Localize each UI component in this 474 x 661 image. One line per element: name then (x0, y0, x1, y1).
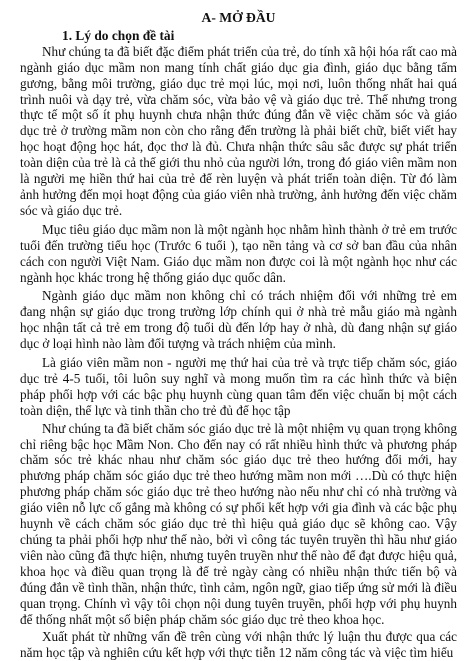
section-heading: 1. Lý do chọn đề tài (62, 27, 175, 43)
paragraph-5: Như chúng ta đã biết chăm sóc giáo dục trẻ là một nhiệm vụ quan trọng không chỉ riêng bậc học Mầm Non. Cho đến nay có rất nhiều hình thức và phương pháp chăm sóc trẻ khác nhau như chăm sóc giáo dục trẻ theo hướng đổi mới, hay phương pháp chăm sóc giáo dục trẻ theo hướng mầm non mới ….Dù có thực hiện phương pháp chăm sóc giáo dục trẻ theo hướng nào nếu như chỉ có nhà trường và giáo viên nỗ lực cố gắng mà không có sự phối kết hợp với gia đình và các bậc phụ huynh về cách chăm sóc giáo dục trẻ thì hiệu quả giáo dục sẽ không cao. Vậy chúng ta phải phối hợp như thế nào, bởi vì công tác tuyên truyền thì hầu như giáo viên nào cũng đã thực hiện, nhưng tuyên truyền như thế nào để đạt được hiệu quả, khoa học và điều quan trọng là để trẻ ngày càng có nhiều nhận thức tiến bộ và đúng đắn về tình thần, nhận thức, tình cảm, ngôn ngữ, giao tiếp ứng sử mới là điều quan trọng. Chính vì vậy tôi chọn nội dung tuyên truyền, phối hợp với phụ huynh để thống nhất một số biện pháp chăm sóc giáo dục trẻ theo khoa học. (20, 420, 457, 627)
page-title: A- MỞ ĐẦU (201, 10, 276, 25)
paragraph-2: Mục tiêu giáo dục mầm non là một ngành học nhằm hình thành ở trẻ em trước tuổi đến trường tiểu học (Trước 6 tuổi ), tạo nền tảng và cơ sở ban đầu của nhân cách con người Việt Nam. Giáo dục mầm non được coi là một ngành học như các ngành học khác trong hệ thống giáo dục quốc dân. (20, 221, 457, 285)
paragraph-4: Là giáo viên mầm non - người mẹ thứ hai của trẻ và trực tiếp chăm sóc, giáo dục trẻ 4-5 tuổi, tôi luôn suy nghĩ và mong muốn tìm ra các hình thức và biện pháp phối hợp với các bậc phụ huynh cùng quan tâm đến việc chuẩn bị một cách toàn diện, thể lực và tinh thần cho trẻ đủ để học tập (20, 355, 457, 418)
paragraph-1: Như chúng ta đã biết đặc điểm phát triển của trẻ, do tính xã hội hóa rất cao mà ngành giáo dục mầm non mang tính chất giáo dục gia đình, giáo dục bằng tấm gương, bằng môi trường, giáo dục trẻ mọi lúc, mọi nơi, luôn thống nhất hai quá trình nuôi và dạy trẻ, vừa chăm sóc, vừa bảo vệ và giáo dục trẻ. Thế nhưng trong thực tế một số ít phụ huynh chưa nhận thức đúng đắn về việc chăm sóc và giáo dục trẻ ở trường mầm non còn cho rằng đến trường là phải biết chữ, biết viết hay học hoạt động học hát, đọc thơ là đủ. Chưa nhận thức sâu sắc được sự phát triển toàn diện của trẻ là cả thế giới thu nhỏ của người lớn, trong đó giáo viên mầm non là người mẹ hiền thứ hai của trẻ để rèn luyện và phát triển toàn diện. Từ đó làm ảnh hưởng đến mọi hoạt động của giáo viên nhà trường, ảnh hưởng đến việc chăm sóc và giáo dục trẻ. (20, 43, 457, 218)
paragraph-6: Xuất phát từ những vấn đề trên cùng với nhận thức lý luận thu được qua các năm học tập và nghiên cứu kết hợp với thực tiễn 12 năm công tác và việc tìm hiểu (20, 629, 457, 661)
paragraph-3: Ngành giáo dục mầm non không chỉ có trách nhiệm đối với những trẻ em đang nhận sự giáo dục trong trường lớp chính qui ở nhà trẻ mẫu giáo mà ngành học nhận tất cả trẻ em trong độ tuổi dù đến lớp hay ở nhà, dù đang nhận sự giáo dục ở loại hình nào làm đối tượng và trách nhiệm của mình. (20, 288, 457, 352)
